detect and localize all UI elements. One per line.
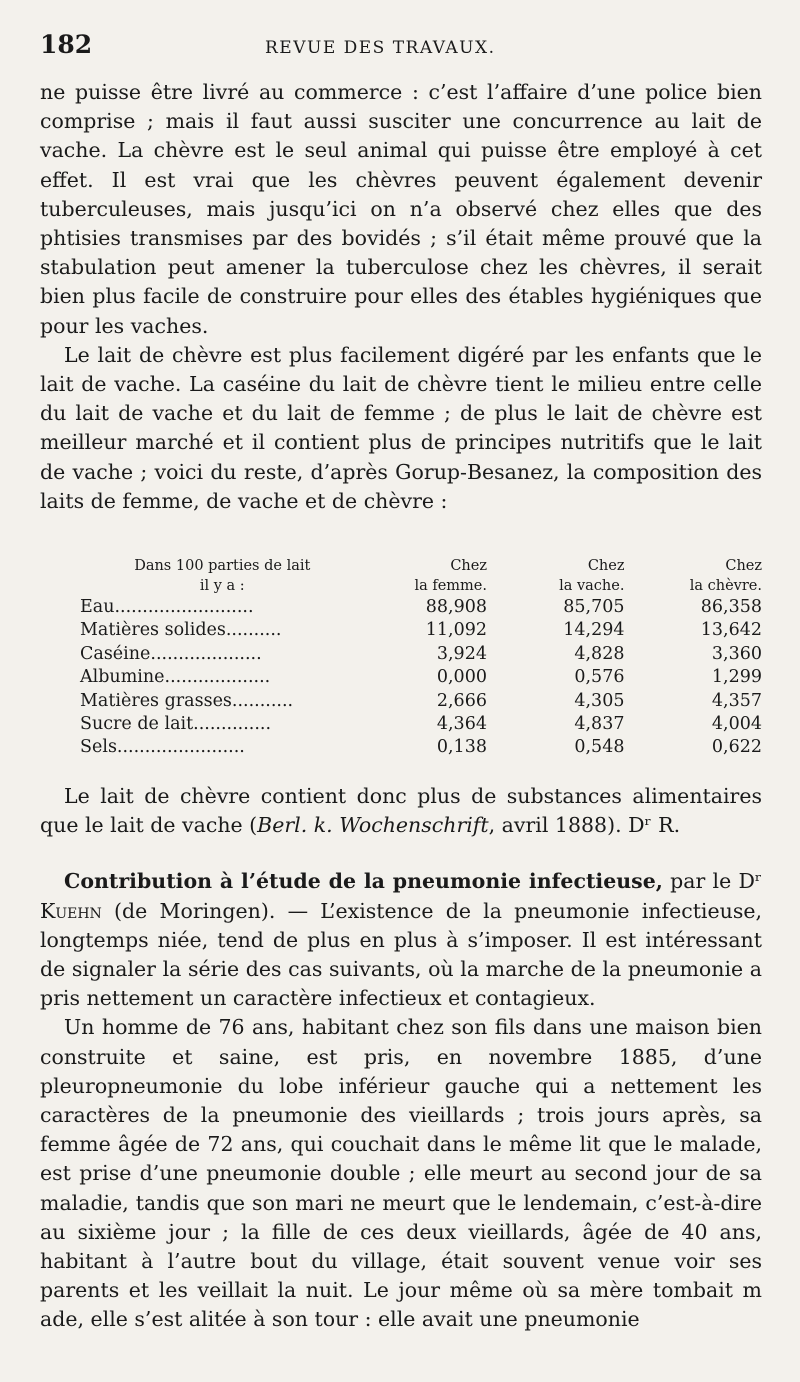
value-chevre: 1,299 xyxy=(711,667,762,688)
section-spacer xyxy=(40,840,762,867)
table-header-col-2-line2: la vache. xyxy=(559,578,625,595)
value-femme: 4,364 xyxy=(436,714,487,735)
value-chevre: 4,357 xyxy=(711,690,762,711)
table-row xyxy=(80,643,762,666)
row-label: Matières grasses........... xyxy=(80,690,294,711)
value-chevre: 13,642 xyxy=(700,620,762,641)
paragraph-4 xyxy=(40,867,762,1013)
value-vache: 0,548 xyxy=(574,737,625,758)
value-femme: 3,924 xyxy=(436,643,487,664)
value-vache: 4,828 xyxy=(574,643,625,664)
article-title: Contribution à l’étude de la pneumonie infectieuse, xyxy=(64,869,663,894)
running-title: REVUE DES TRAVAUX. xyxy=(265,38,496,58)
paragraph-3-end: , avril 1888). Dʳ R. xyxy=(488,813,681,838)
table-row xyxy=(80,736,762,759)
row-label: Albumine................... xyxy=(80,667,271,688)
row-label: Matières solides.......... xyxy=(80,620,282,641)
paragraph-2: Le lait de chèvre est plus facilement digéré par les enfants que le lait de vache. La caséine du lait de chèvre tient le milieu entre celle du lait de vache et du lait de femme ; de plus le lait de chèvre est meilleur marché et il contient plus de principes nutritifs que le lait de vache ; voici du reste, d’après Gorup-Besanez, la composition des laits de femme, de vache et de chèvre : xyxy=(40,342,762,513)
table-header-col-3-line2: la chèvre. xyxy=(689,578,762,595)
paragraph-1: ne puisse être livré au commerce : c’est l’affaire d’une police bien comprise ; mais il faut aussi susciter une concurrence au lait de vache. La chèvre est le seul animal qui puisse être employé à cet effet. Il est vrai que les chèvres peuvent également devenir tuberculeuses, mais jusqu’ici on n’a observé chez elles que des phtisies transmises par des bovidés ; s’il était même prouvé que la stabulation peut amener la tuberculose chez les chèvres, il serait bien plus facile de construire pour elles des étables hygiéniques que pour les vaches. xyxy=(40,80,762,338)
value-femme: 88,908 xyxy=(425,597,487,618)
author-name: Kuehn xyxy=(40,898,102,923)
value-femme: 2,666 xyxy=(436,690,487,711)
table-row xyxy=(80,666,762,689)
value-vache: 4,305 xyxy=(574,690,625,711)
journal-reference: Berl. k. Wochenschrift xyxy=(257,813,489,838)
value-chevre: 4,004 xyxy=(711,714,762,735)
composition-table xyxy=(80,556,762,760)
value-chevre: 0,622 xyxy=(711,737,762,758)
byline-prefix: par le Dʳ xyxy=(662,869,762,894)
value-chevre: 86,358 xyxy=(700,597,762,618)
table-row xyxy=(80,690,762,713)
table-header-col-1-line1: Chez xyxy=(450,558,487,575)
paragraph-3 xyxy=(40,782,762,840)
paragraph-3-text: Le lait de chèvre contient donc plus de substances alimentaires que le lait de vache ( xyxy=(40,783,762,838)
value-vache: 85,705 xyxy=(563,597,625,618)
row-label: Eau......................... xyxy=(80,597,254,618)
paragraph-4-text: (de Moringen). — L’existence de la pneumonie infectieuse, longtemps niée, tend de plus en plus à s’imposer. Il est intéressant de signaler la série des cas suivants, où la marche de la pneumonie a pris nettement un caractère infectieux et contagieux. xyxy=(40,898,762,1011)
row-label: Sels....................... xyxy=(80,737,245,758)
row-label: Sucre de lait.............. xyxy=(80,714,272,735)
value-femme: 0,138 xyxy=(436,737,487,758)
table-header-col-3-line1: Chez xyxy=(725,558,762,575)
table-header-col-2-line1: Chez xyxy=(587,558,625,575)
table-header-row-2 xyxy=(80,576,762,596)
value-femme: 0,000 xyxy=(436,667,487,688)
table-header-label-1: Dans 100 parties de lait xyxy=(134,558,311,575)
value-femme: 11,092 xyxy=(425,620,487,641)
value-vache: 4,837 xyxy=(574,714,625,735)
value-vache: 14,294 xyxy=(563,620,625,641)
table-header-label-2: il y a : xyxy=(199,578,245,595)
table-header-row-1 xyxy=(80,556,762,576)
value-chevre: 3,360 xyxy=(711,643,762,664)
table-row xyxy=(80,619,762,642)
row-label: Caséine.................... xyxy=(80,643,262,664)
paragraph-5: Un homme de 76 ans, habitant chez son fils dans une maison bien construite et saine, est pris, en novembre 1885, d’une pleuropneumonie du lobe inférieur gauche qui a nettement les caractères de la pneumonie des vieillards ; trois jours après, sa femme âgée de 72 ans, qui couchait dans le même lit que le malade, est prise d’une pneumonie double ; elle meurt au second jour de sa maladie, tandis que son mari ne meurt que le lendemain, c’est-à-dire au sixième jour ; la fille de ces deux vieillards, âgée de 40 ans, habitant à l’autre bout du village, était souvent venue voir ses parents et les veillait la nuit. Le jour même où sa mère tombait m ade, elle s’est alitée à son tour : elle avait une pneumonie xyxy=(40,1015,762,1332)
value-vache: 0,576 xyxy=(574,667,625,688)
page-number: 182 xyxy=(40,30,93,59)
table-row xyxy=(80,713,762,736)
table-header-col-1-line2: la femme. xyxy=(414,578,487,595)
table-row xyxy=(80,596,762,619)
page-header xyxy=(40,30,762,78)
